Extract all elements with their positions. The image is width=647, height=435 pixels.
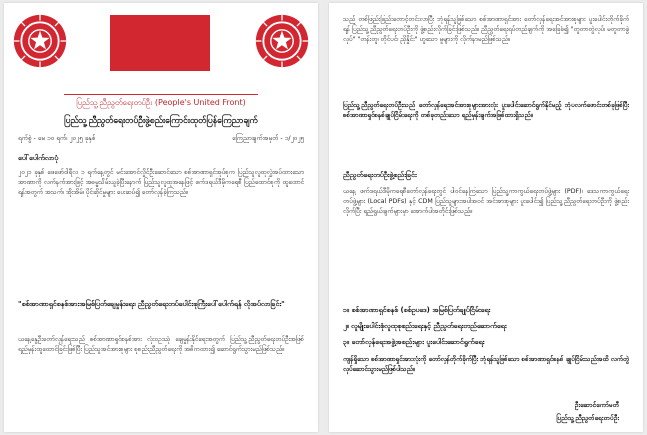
continuation-paragraph: သည် တစ်ဖြည်းဖြည်းတောင့်တင်းလာပြီး ဘုံရန်သူဖြစ်သော စစ်အာဏာရှင်အား တော်လှန်ရေးအင်အားစုများ ပူးပေါင်းတိုက်ခိုက်ရန် ပြည်သူ့ညီညွတ်ရေးတပ်ဦးကို ဖွဲ့စည်းလိုက်ခြင်းဖြစ်သည်။ ညီညွတ်ရေးရပ်တည်ချက်ကို အခြေခံ၍ "တူတာတွဲလုပ်၊ မတူတာခွဲလုပ်" "တန်းတူ၊ တိုင်ပင်၊ ညှိနှိုင်း" ဟူသော မူများကို လိုက်နာမည်ဖြစ်သည်။ <box>343 16 629 44</box>
objective-item: ၃။ တော်လှန်ရေးအဖွဲ့အစည်းများ ပူးပေါင်းဆောင်ရွက်ရေး <box>343 338 485 346</box>
section-heading-unity: ညီညွတ်ရေးတပ်ဦးဖွဲ့စည်းခြင်း <box>343 171 417 179</box>
closing-statement: ကျန်ရှိသော စစ်အာဏာရှင်အားလုံးကို တော်လှန်တိုက်ခိုက်ပြီး ဘုံရန်သူဖြစ်သော စစ်အာဏာရှင်စနစ် ချုပ်ငြိမ်းသည်အထိ လက်တွဲလုပ်ဆောင်သွားမည်ဖြစ်ပါသည်။ <box>343 356 629 374</box>
document-reference: ကြေညာချက်အမှတ် - ၁/၂၀၂၅ <box>232 134 304 142</box>
document-page-2 <box>329 3 643 432</box>
signature-organization: ပြည်သူ့ညီညွတ်ရေးတပ်ဦး <box>556 414 619 422</box>
star-wheel-emblem-icon <box>254 13 310 69</box>
document-page-1 <box>4 3 318 432</box>
signature-block <box>556 399 619 425</box>
objective-item: ၂။ လူမျိုးပေါင်းစုံလူထုစုစည်းရေးနှင့် ညီညွတ်ရေးတည်ဆောက်ရေး <box>343 322 507 330</box>
red-flag-icon <box>110 15 210 71</box>
objective-item: ၁။ စစ်အာဏာရှင်စနစ် (စစ်ဥပဒေ) အမြစ်ပြတ်ချုပ်ငြိမ်းရေး <box>343 306 491 314</box>
quote-paragraph: ယနေ့နွေဦးတော်လှန်ရေးသည် စစ်အာဏာရှင်စနစ်အား လုံးဝဥဿုံ ချေမှုန်းနိုင်ရေးအတွက် ပြည်သူ့ညီညွတ်ရေးတပ်ဦးအဖြစ် ရည်မှန်းထူထောင်ခြင်းဖြစ်ပြီး ပြည်သူအင်အားစုများ စုစည်းညီညွတ်ရေးကို အဓိကထား၍ ဆောင်ရွက်သွားမည်ဖြစ်သည်။ <box>18 336 304 354</box>
organization-name: ပြည်သူ့ညီညွတ်ရေးတပ်ဦး (People's United Front) <box>76 98 246 107</box>
document-date: ရက်စွဲ - မေ ၁၀ ရက်၊ ၂၀၂၅ ခုနှစ် <box>18 134 96 142</box>
document-header <box>4 3 318 93</box>
bold-statement: ပြည်သူ့ညီညွတ်ရေးတပ်ဦးသည် တော်လှန်ရေးအင်အားစုများအားလုံး ပူးပေါင်းဆောင်ရွက်နိုင်မည့် ဘုံပလက်ဖောင်းတစ်ခုဖြစ်ပြီး စစ်အာဏာရှင်စနစ်ချုပ်ငြိမ်းရေးကို တစ်ခုတည်းသော ရည်မှန်းချက်အဖြစ်ထားရှိသည်။ <box>343 102 629 120</box>
star-wheel-emblem-icon <box>12 13 68 69</box>
document-meta <box>18 134 304 144</box>
signature-committee: ဦးဆောင်ကော်မတီ <box>574 401 619 409</box>
document-title: ပြည်သူ့ညီညွတ်ရေးတပ်ဦးဖွဲ့စည်းကြောင်းထုတ်ပြန်ကြေညာချက် <box>64 116 258 126</box>
header-divider <box>64 87 258 95</box>
quote-heading: "စစ်အာဏာရှင်စနစ်အားအမြစ်ပြတ်ချေမှုန်းရေး၊ ညီညွတ်ရေးတပ်ပေါင်းစုကြီးပေါ်ပေါက်ရန် လိုအပ်လာခြင်း" <box>18 300 285 308</box>
intro-paragraph: ၂၀၂၁ ခုနှစ် ဖေဖော်ဝါရီလ ၁ ရက်နေ့တွင် မင်းအောင်လှိုင်ဦးဆောင်သော စစ်အာဏာရှင်အုပ်စုက ပြည်သူလူထုလွှဲအပ်ထားသော အာဏာကို လက်နက်အားဖြင့် အဓမ္မသိမ်းယူခဲ့ပြီးနောက် ပြည်သူလူထုအနေဖြင့် ဖက်ဒရယ်ဒီမိုကရေစီ ပြည်ထောင်စုကို ထူထောင်ရန်အတွက် အသက်၊ အိုးအိမ်၊ ပိုင်ဆိုင်မှုများ ပေးဆပ်၍ တော်လှန်ခဲ့ကြသည်။ <box>18 169 304 197</box>
section-heading-intro: ပေါ်ပေါက်လာပုံ <box>18 154 59 162</box>
unity-paragraph: ယနေ့ ဖက်ဒရယ်ဒီမိုကရေစီတော်လှန်ရေးတွင် ပါဝင်နေကြသော ပြည်သူ့ကာကွယ်ရေးတပ်ဖွဲ့များ (PDF)၊ ဒေသကာကွယ်ရေးတပ်ဖွဲ့များ (Local PDFs) နှင့် CDM ပြည်သူများအပါအဝင် အင်အားစုများ ပူးပေါင်း၍ ပြည်သူ့ညီညွတ်ရေးတပ်ဦးကို ဖွဲ့စည်းလိုက်ပြီး ရည်ရွယ်ချက်များမှာ အောက်ပါအတိုင်းဖြစ်သည်။ <box>343 188 629 216</box>
